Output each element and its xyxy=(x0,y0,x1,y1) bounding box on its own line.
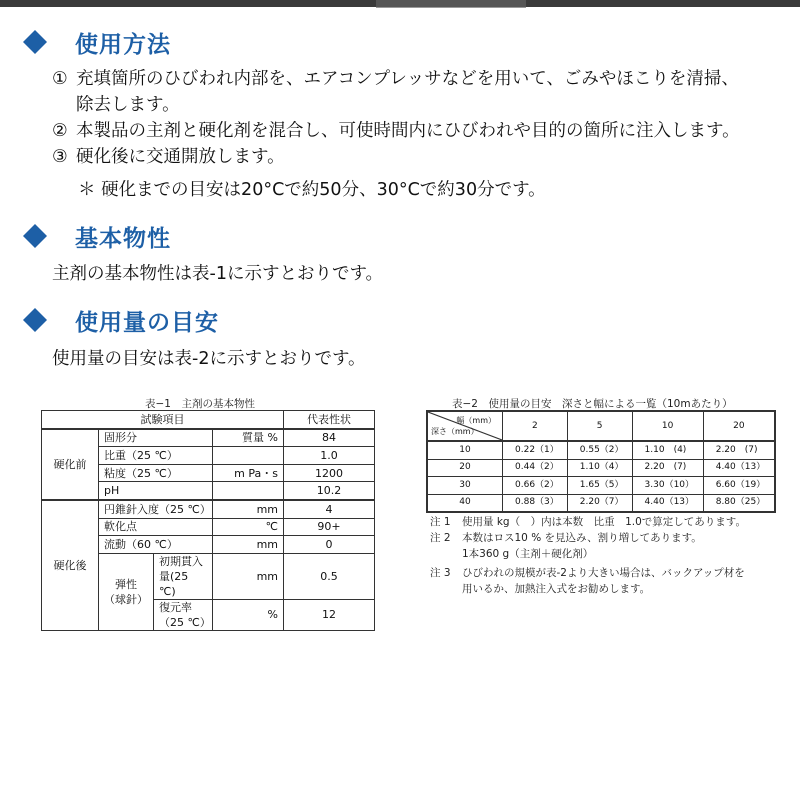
depth-cell: 20 xyxy=(427,459,503,477)
row-item: 粘度（25 ℃） xyxy=(99,464,213,482)
amount-cell: 0.88（3） xyxy=(503,494,568,512)
properties-table xyxy=(41,410,375,631)
row-unit: % xyxy=(213,599,284,630)
row-value: 84 xyxy=(284,429,375,447)
amount-cell: 2.20 (7) xyxy=(703,441,775,459)
row-value: 1200 xyxy=(284,464,375,482)
group-after: 硬化後 xyxy=(42,500,99,630)
amount-cell: 1.65（5） xyxy=(567,477,632,495)
note-2-cont: 1本360 g（主剤＋硬化剤） xyxy=(462,548,594,560)
properties-title: 基本物性 xyxy=(75,225,171,252)
row-unit: mm xyxy=(213,500,284,518)
row-item: 円錐針入度（25 ℃） xyxy=(99,500,213,518)
width-header: 20 xyxy=(703,411,775,441)
elastic-label: 弾性 （球針） xyxy=(99,553,154,630)
group-before: 硬化前 xyxy=(42,429,99,500)
diamond-bullet-icon xyxy=(22,223,48,249)
table-row xyxy=(427,441,775,459)
properties-section-heading xyxy=(22,219,171,253)
usage-step-2: ② 本製品の主剤と硬化剤を混合し、可使時間内にひびわれや目的の箇所に注入します。 xyxy=(52,121,740,141)
amount-title: 使用量の目安 xyxy=(75,309,219,336)
top-bar-tab xyxy=(376,0,526,8)
table2-caption: 表−2 使用量の目安 深さと幅による一覧（10mあたり） xyxy=(452,398,733,410)
usage-step-3: ③ 硬化後に交通開放します。 xyxy=(52,147,285,167)
row-value: 12 xyxy=(284,599,375,630)
amount-text: 使用量の目安は表-2に示すとおりです。 xyxy=(52,349,366,369)
row-item: 初期貫入量(25 ℃) xyxy=(154,553,213,599)
depth-cell: 30 xyxy=(427,477,503,495)
usage-note: ＊ 硬化までの目安は20°Cで約50分、30°Cで約30分です。 xyxy=(78,180,546,200)
row-value: 0.5 xyxy=(284,553,375,599)
depth-label: 深さ（mm） xyxy=(431,427,479,436)
header-item: 試験項目 xyxy=(42,411,284,429)
note-3-cont: 用いるか、加熱注入式をお勧めします。 xyxy=(462,583,651,595)
amount-cell: 4.40（13） xyxy=(703,459,775,477)
table1-caption: 表−1 主剤の基本物性 xyxy=(145,398,255,410)
amount-cell: 2.20（7） xyxy=(567,494,632,512)
corner-header xyxy=(427,411,503,441)
row-item: 固形分 xyxy=(99,429,213,447)
depth-cell: 10 xyxy=(427,441,503,459)
table-row xyxy=(427,494,775,512)
amount-cell: 0.22（1） xyxy=(503,441,568,459)
table-row xyxy=(427,459,775,477)
note-1: 注 1 使用量 kg（ ）内は本数 比重 1.0で算定してあります。 xyxy=(430,516,746,528)
diamond-bullet-icon xyxy=(22,307,48,333)
row-unit: mm xyxy=(213,553,284,599)
row-unit: ℃ xyxy=(213,518,284,536)
properties-text: 主剤の基本物性は表-1に示すとおりです。 xyxy=(52,264,384,284)
row-item: pH xyxy=(99,482,213,500)
amount-cell: 3.30（10） xyxy=(632,477,703,495)
width-header: 10 xyxy=(632,411,703,441)
amount-cell: 6.60（19） xyxy=(703,477,775,495)
table-header-row xyxy=(427,411,775,441)
width-label: 幅（mm） xyxy=(456,416,496,425)
depth-cell: 40 xyxy=(427,494,503,512)
row-unit: 質量 % xyxy=(213,429,284,447)
row-item: 流動（60 ℃） xyxy=(99,536,213,554)
table-row xyxy=(427,477,775,495)
usage-section-heading xyxy=(22,25,171,59)
amount-cell: 0.55（2） xyxy=(567,441,632,459)
row-value: 10.2 xyxy=(284,482,375,500)
diamond-bullet-icon xyxy=(22,29,48,55)
amount-cell: 0.44（2） xyxy=(503,459,568,477)
table-row xyxy=(42,429,375,447)
amount-section-heading xyxy=(22,303,219,337)
row-value: 90+ xyxy=(284,518,375,536)
amount-cell: 0.66（2） xyxy=(503,477,568,495)
usage-title: 使用方法 xyxy=(75,31,171,58)
amount-cell: 8.80（25） xyxy=(703,494,775,512)
row-unit: m Pa・s xyxy=(213,464,284,482)
row-value: 0 xyxy=(284,536,375,554)
row-unit: mm xyxy=(213,536,284,554)
row-unit xyxy=(213,447,284,465)
table-row xyxy=(42,500,375,518)
usage-step-1-cont: 除去します。 xyxy=(76,95,180,115)
header-value: 代表性状 xyxy=(284,411,375,429)
row-item: 軟化点 xyxy=(99,518,213,536)
amount-cell: 2.20 (7) xyxy=(632,459,703,477)
width-header: 2 xyxy=(503,411,568,441)
note-2: 注 2 本数はロス10 % を見込み、割り増してあります。 xyxy=(430,532,702,544)
note-3: 注 3 ひびわれの規模が表-2より大きい場合は、バックアップ材を xyxy=(430,567,745,579)
row-item: 比重（25 ℃） xyxy=(99,447,213,465)
table-header-row xyxy=(42,411,375,429)
row-unit xyxy=(213,482,284,500)
amount-cell: 1.10（4） xyxy=(567,459,632,477)
amount-cell: 1.10 (4) xyxy=(632,441,703,459)
row-value: 1.0 xyxy=(284,447,375,465)
row-item: 復元率（25 ℃） xyxy=(154,599,213,630)
width-header: 5 xyxy=(567,411,632,441)
usage-step-1: ① 充填箇所のひびわれ内部を、エアコンプレッサなどを用いて、ごみやほこりを清掃、 xyxy=(52,69,739,89)
amount-cell: 4.40（13） xyxy=(632,494,703,512)
row-value: 4 xyxy=(284,500,375,518)
usage-amount-table xyxy=(426,410,776,513)
